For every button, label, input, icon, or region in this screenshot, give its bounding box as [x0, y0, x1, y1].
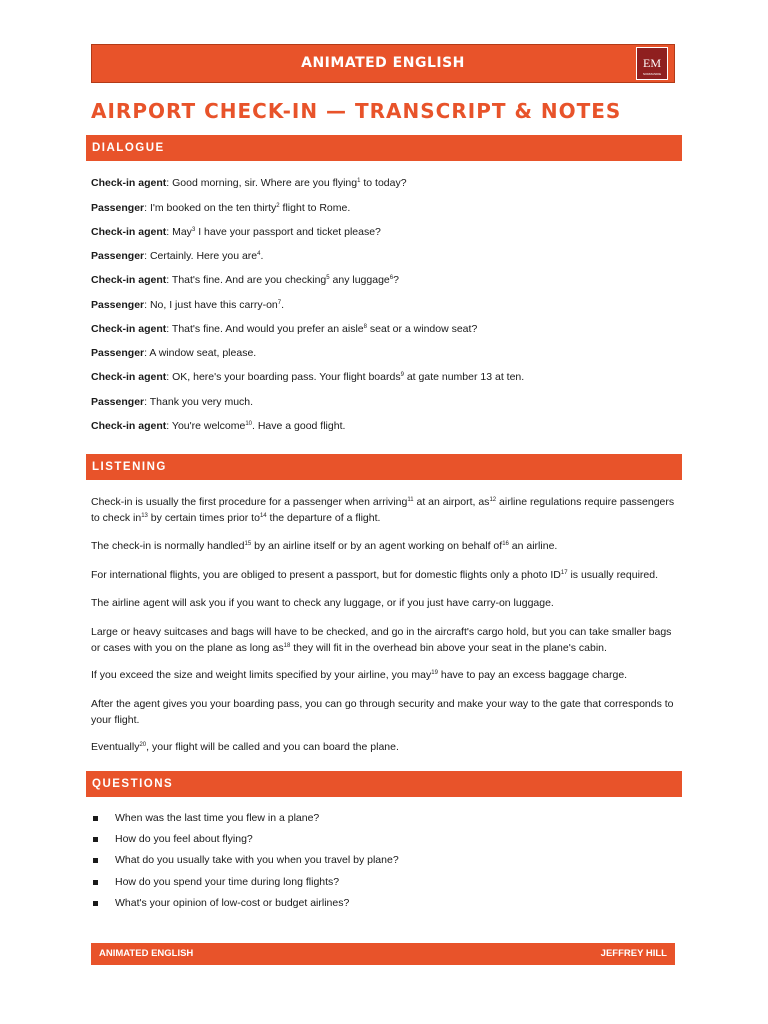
bullet-icon [93, 858, 98, 863]
text-run: by certain times prior to [147, 512, 260, 524]
speaker-name: Check-in agent [91, 371, 167, 383]
speaker-name: Check-in agent [91, 420, 167, 432]
text-run: ? [393, 274, 399, 286]
text-run: have to pay an excess baggage charge. [437, 669, 628, 681]
text-run: : OK, here's your boarding pass. Your flight boards [166, 371, 401, 383]
speaker-name: Check-in agent [91, 226, 167, 238]
header-banner [91, 44, 675, 83]
bullet-icon [93, 880, 98, 885]
text-run: : You're welcome [166, 420, 246, 432]
text-run: : A window seat, please. [144, 347, 257, 359]
text-run: : No, I just have this carry-on [144, 299, 278, 311]
dialogue-line [91, 225, 381, 239]
bullet-icon [93, 837, 98, 842]
speaker-name: Check-in agent [91, 323, 167, 335]
text-run: If you exceed the size and weight limits specified by your airline, you may [91, 669, 432, 681]
bullet-icon [93, 816, 98, 821]
question-item [93, 875, 339, 889]
text-run: seat or a window seat? [366, 323, 478, 335]
text-run: . [281, 299, 285, 311]
text-run: I have your passport and ticket please? [195, 226, 381, 238]
text-run: : That's fine. And are you checking [166, 274, 327, 286]
footnote-marker: 19 [431, 670, 438, 676]
bullet-icon [93, 901, 98, 906]
listening-paragraph [91, 494, 676, 526]
text-run: Check-in is usually the first procedure for a passenger when arriving [91, 496, 408, 508]
speaker-name: Passenger [91, 202, 145, 214]
question-text: What do you usually take with you when you travel by plane? [115, 854, 399, 866]
text-run: an airline. [508, 540, 558, 552]
text-run: : Thank you very much. [144, 396, 254, 408]
dialogue-line [91, 298, 284, 312]
listening-paragraph [91, 595, 676, 611]
footnote-marker: 18 [283, 643, 291, 649]
footnote-marker: 8 [363, 324, 367, 330]
question-item [93, 811, 319, 825]
logo-sub: NORMANDIE [642, 72, 662, 76]
section-header-dialogue [86, 135, 682, 161]
speaker-name: Passenger [91, 347, 145, 359]
dialogue-line [91, 176, 407, 190]
logo-text: EM [643, 56, 661, 70]
dialogue-line [91, 395, 253, 409]
listening-paragraph [91, 567, 676, 583]
text-run: , your flight will be called and you can board the plane. [146, 741, 399, 753]
section-label-dialogue: DIALOGUE [92, 142, 165, 154]
section-header-questions [86, 771, 682, 797]
dialogue-line [91, 370, 524, 384]
footer-bar [91, 943, 675, 965]
text-run: flight to Rome. [279, 202, 351, 214]
listening-paragraph [91, 667, 676, 683]
text-run: : Good morning, sir. Where are you flying [166, 177, 358, 189]
text-run: airline regulations require passengers to check in [91, 496, 675, 524]
text-run: : I'm booked on the ten thirty [144, 202, 277, 214]
text-run: Large or heavy suitcases and bags will have to be checked, and go in the aircraft's cargo hold, but you can take smaller bags or cases with you on the plane as long as [91, 626, 672, 654]
section-label-listening: LISTENING [92, 461, 167, 473]
text-run: The airline agent will ask you if you want to check any luggage, or if you just have carry-on luggage. [91, 597, 554, 609]
footnote-marker: 14 [259, 513, 267, 519]
question-text: How do you feel about flying? [115, 833, 253, 845]
footnote-marker: 9 [400, 372, 404, 378]
footnote-marker: 20 [139, 742, 147, 748]
footnote-marker: 13 [141, 513, 148, 519]
banner-title: ANIMATED ENGLISH [301, 55, 465, 71]
question-item [93, 853, 399, 867]
listening-paragraph [91, 538, 676, 554]
text-run: . [260, 250, 264, 262]
listening-paragraph [91, 739, 676, 755]
footnote-marker: 17 [560, 570, 568, 576]
dialogue-line [91, 273, 399, 287]
speaker-name: Check-in agent [91, 274, 167, 286]
listening-paragraph [91, 696, 676, 728]
dialogue-line [91, 419, 345, 433]
footnote-marker: 10 [245, 421, 253, 427]
footnote-marker: 12 [489, 497, 497, 503]
footer-left: ANIMATED ENGLISH [99, 948, 194, 959]
question-text: How do you spend your time during long flights? [115, 876, 340, 888]
dialogue-line [91, 249, 263, 263]
text-run: : Certainly. Here you are [144, 250, 258, 262]
question-text: When was the last time you flew in a plane? [115, 812, 320, 824]
footnote-marker: 1 [357, 178, 361, 184]
footnote-marker: 4 [257, 251, 261, 257]
document-title: AIRPORT CHECK-IN — TRANSCRIPT & NOTES [91, 99, 622, 123]
text-run: The check-in is normally handled [91, 540, 245, 552]
text-run: the departure of a flight. [266, 512, 381, 524]
footnote-marker: 2 [276, 203, 280, 209]
text-run: by an airline itself or by an agent working on behalf of [251, 540, 503, 552]
listening-paragraph [91, 624, 676, 656]
footnote-marker: 11 [407, 497, 414, 503]
dialogue-line [91, 346, 256, 360]
question-item [93, 832, 253, 846]
question-item [93, 896, 349, 910]
dialogue-line [91, 322, 477, 336]
text-run: . Have a good flight. [252, 420, 346, 432]
footnote-marker: 6 [389, 275, 394, 281]
footnote-marker: 3 [191, 227, 196, 233]
text-run: Eventually [91, 741, 140, 753]
footnote-marker: 5 [326, 275, 330, 281]
section-header-listening [86, 454, 682, 480]
text-run: is usually required. [567, 569, 659, 581]
question-text: What's your opinion of low-cost or budget airlines? [115, 897, 350, 909]
text-run: After the agent gives you your boarding pass, you can go through security and make your way to the gate that corresponds to your flight. [91, 698, 674, 726]
speaker-name: Passenger [91, 396, 145, 408]
footer-right: JEFFREY HILL [600, 948, 667, 959]
footnote-marker: 15 [244, 541, 252, 547]
footnote-marker: 16 [502, 541, 509, 547]
text-run: For international flights, you are obliged to present a passport, but for domestic flights only a photo ID [91, 569, 561, 581]
text-run: any luggage [329, 274, 390, 286]
section-label-questions: QUESTIONS [92, 778, 174, 790]
footnote-marker: 7 [277, 300, 282, 306]
text-run: at gate number 13 at ten. [403, 371, 525, 383]
text-run: to today? [360, 177, 407, 189]
speaker-name: Check-in agent [91, 177, 167, 189]
speaker-name: Passenger [91, 250, 145, 262]
speaker-name: Passenger [91, 299, 145, 311]
text-run: : That's fine. And would you prefer an aisle [166, 323, 364, 335]
em-normandie-logo [636, 47, 668, 80]
dialogue-line [91, 201, 350, 215]
text-run: at an airport, as [413, 496, 490, 508]
text-run: : May [166, 226, 192, 238]
text-run: they will fit in the overhead bin above your seat in the plane's cabin. [290, 642, 607, 654]
